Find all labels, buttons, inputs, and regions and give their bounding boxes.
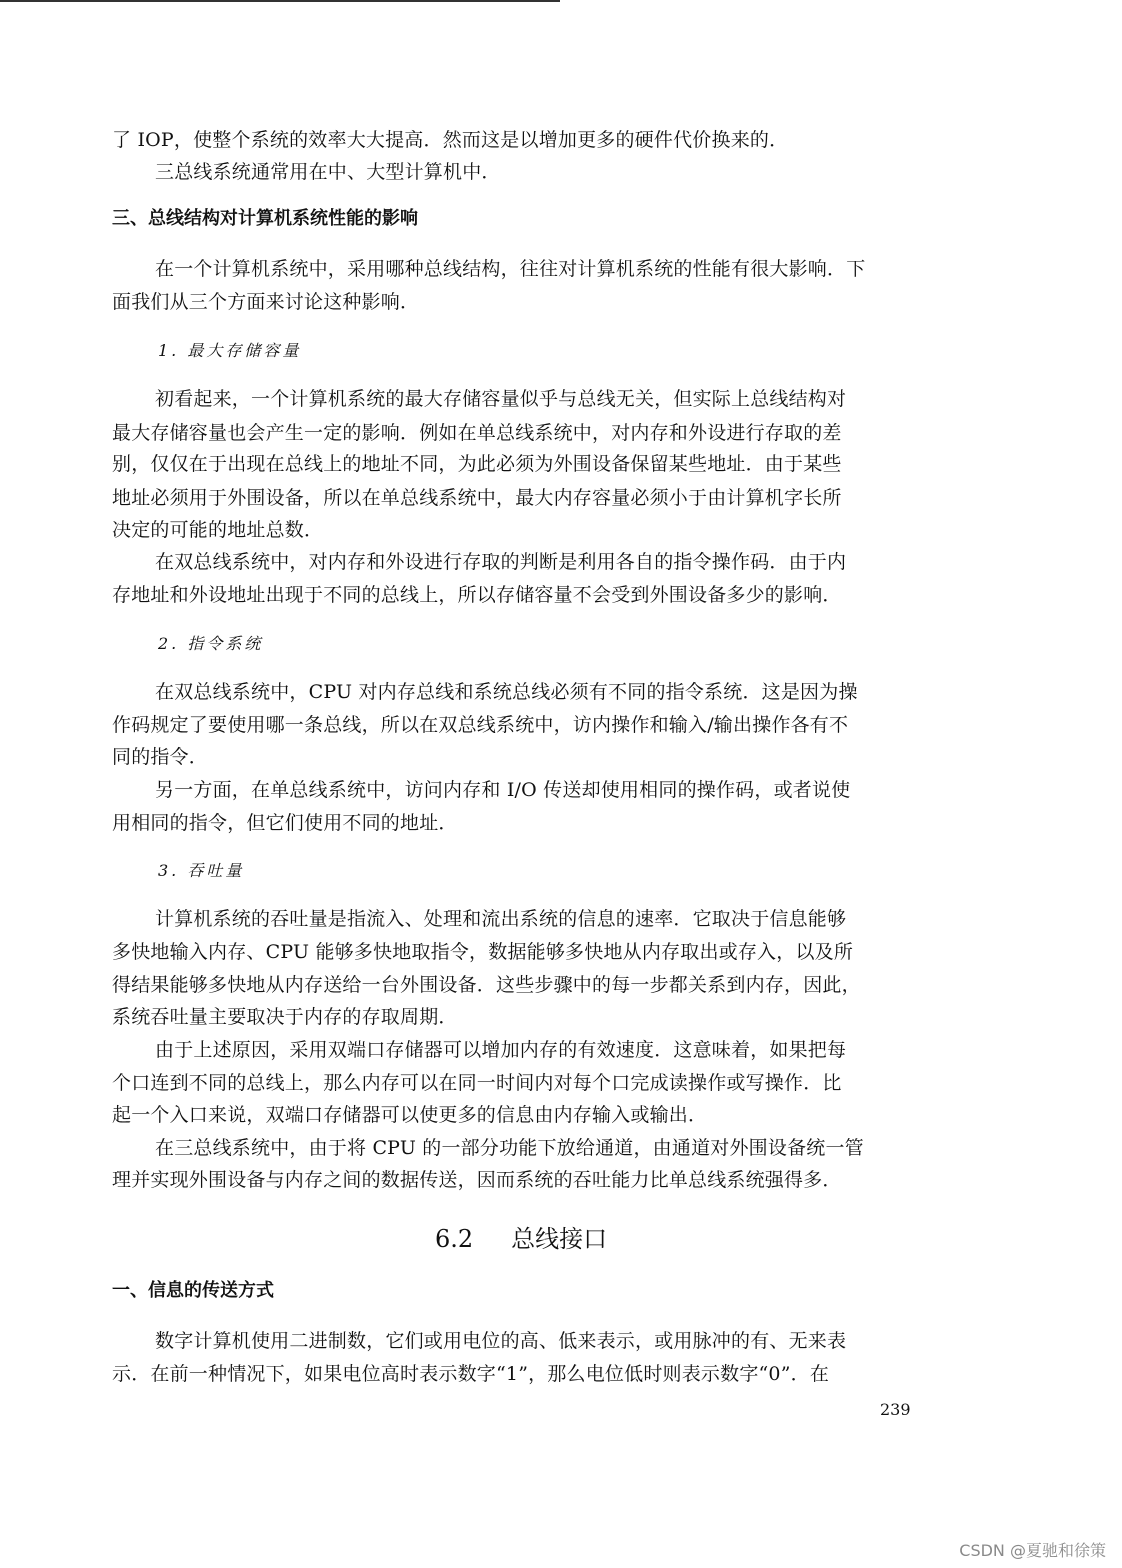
- text-line: 另一方面，在单总线系统中，访问内存和 I/O 传送却使用相同的操作码，或者说使: [155, 779, 851, 801]
- text-line: 决定的可能的地址总数．: [112, 519, 324, 541]
- chapter-number: 6.2: [435, 1225, 474, 1253]
- text-line: 作码规定了要使用哪一条总线，所以在双总线系统中，访内操作和输入/输出操作各有不: [112, 714, 849, 736]
- text-line: 系统吞吐量主要取决于内存的存取周期．: [112, 1006, 458, 1028]
- text-line: 初看起来，一个计算机系统的最大存储容量似乎与总线无关，但实际上总线结构对: [155, 388, 847, 410]
- text-line: 别，仅仅在于出现在总线上的地址不同，为此必须为外围设备保留某些地址．由于某些: [112, 453, 842, 475]
- page-number: 239: [880, 1400, 911, 1419]
- watermark: CSDN @夏驰和徐策: [959, 1541, 1106, 1560]
- section-heading: 一、信息的传送方式: [112, 1280, 274, 1301]
- text-line: 地址必须用于外围设备，所以在单总线系统中，最大内存容量必须小于由计算机字长所: [112, 487, 842, 509]
- text-line: 起一个入口来说，双端口存储器可以使更多的信息由内存输入或输出．: [112, 1104, 708, 1126]
- subsection-heading: 1. 最大存储容量: [158, 341, 302, 360]
- text-line: 同的指令．: [112, 746, 209, 768]
- text-line: 理并实现外围设备与内存之间的数据传送，因而系统的吞吐能力比单总线系统强得多．: [112, 1169, 842, 1191]
- text-line: 多快地输入内存、CPU 能够多快地取指令，数据能够多快地从内存取出或存入，以及所: [112, 941, 854, 963]
- text-line: 三总线系统通常用在中、大型计算机中．: [155, 161, 501, 183]
- chapter-heading: [435, 1224, 607, 1254]
- section-heading: 三、总线结构对计算机系统性能的影响: [112, 208, 418, 229]
- text-line: 了 IOP，使整个系统的效率大大提高．然而这是以增加更多的硬件代价换来的．: [112, 129, 789, 151]
- text-line: 在双总线系统中，CPU 对内存总线和系统总线必须有不同的指令系统．这是因为操: [155, 681, 858, 703]
- chapter-title: 总线接口: [511, 1225, 608, 1253]
- text-line: 计算机系统的吞吐量是指流入、处理和流出系统的信息的速率．它取决于信息能够: [155, 908, 847, 930]
- text-line: 个口连到不同的总线上，那么内存可以在同一时间内对每个口完成读操作或写操作．比: [112, 1072, 842, 1094]
- text-line: 最大存储容量也会产生一定的影响．例如在单总线系统中，对内存和外设进行存取的差: [112, 422, 842, 444]
- text-line: 在三总线系统中，由于将 CPU 的一部分功能下放给通道，由通道对外围设备统一管: [155, 1137, 864, 1159]
- text-line: 由于上述原因，采用双端口存储器可以增加内存的有效速度．这意味着，如果把每: [155, 1039, 847, 1061]
- text-line: 面我们从三个方面来讨论这种影响．: [112, 291, 420, 313]
- text-line: 示．在前一种情况下，如果电位高时表示数字“1”，那么电位低时则表示数字“0”．在: [112, 1363, 830, 1385]
- subsection-heading: 2. 指令系统: [158, 634, 264, 653]
- text-line: 存地址和外设地址出现于不同的总线上，所以存储容量不会受到外围设备多少的影响．: [112, 584, 842, 606]
- text-line: 数字计算机使用二进制数，它们或用电位的高、低来表示，或用脉冲的有、无来表: [155, 1330, 847, 1352]
- top-rule: [0, 0, 560, 2]
- subsection-heading: 3. 吞吐量: [158, 861, 245, 880]
- text-line: 在双总线系统中，对内存和外设进行存取的判断是利用各自的指令操作码．由于内: [155, 551, 847, 573]
- text-line: 在一个计算机系统中，采用哪种总线结构，往往对计算机系统的性能有很大影响．下: [155, 258, 866, 280]
- text-line: 得结果能够多快地从内存送给一台外围设备．这些步骤中的每一步都关系到内存，因此，: [112, 974, 861, 996]
- text-line: 用相同的指令，但它们使用不同的地址．: [112, 812, 458, 834]
